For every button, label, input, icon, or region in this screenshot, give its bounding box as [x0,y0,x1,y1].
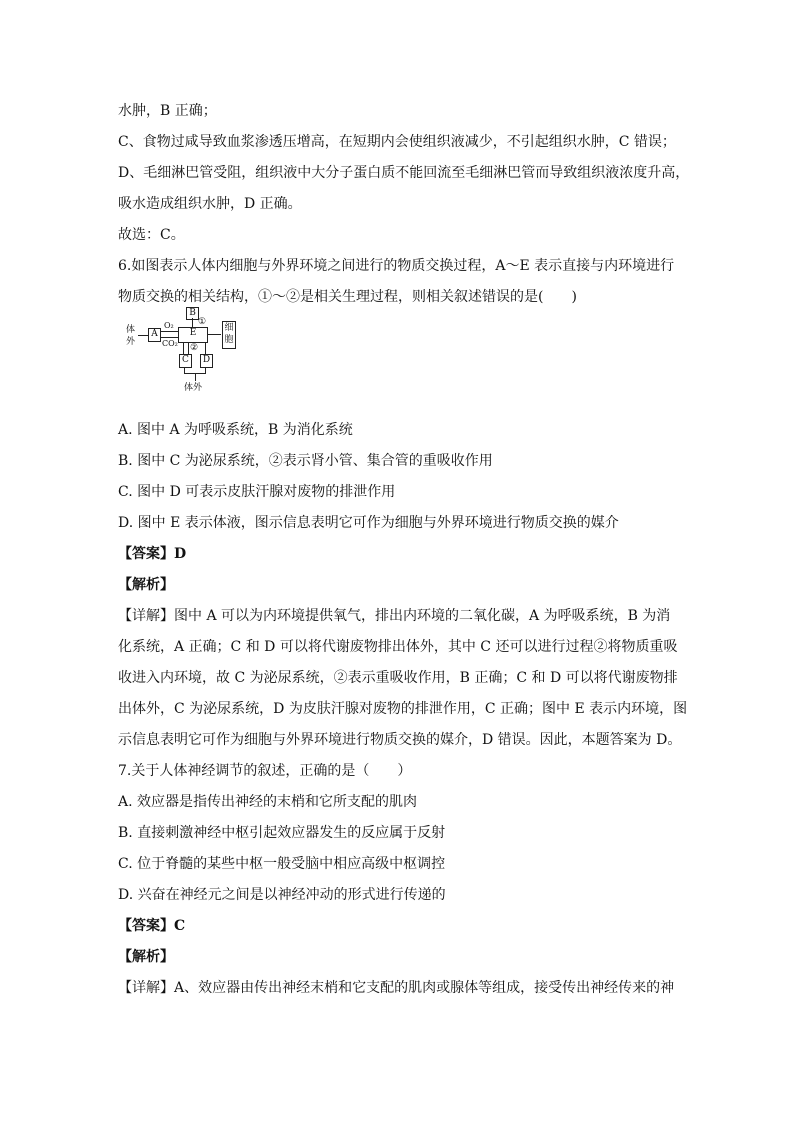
q6-analysis: 【详解】图中 A 可以为内环境提供氧气，排出内环境的二氧化碳，A 为呼吸系统，B 为消 [118,608,671,624]
diagram-label-process2: ② [190,343,199,353]
q6-analysis: 示信息表明它可作为细胞与外界环境进行物质交换的媒介，D 错误。因此，本题答案为 D。 [118,732,682,748]
q7-option-c: C. 位于脊髓的某些中枢一般受脑中相应高级中枢调控 [118,856,446,872]
q7-stem: 7.关于人体神经调节的叙述，正确的是（ ） [118,763,412,779]
q6-answer: 【答案】D [118,546,187,562]
document-page [118,96,690,1004]
diagram-label-process1: ① [198,317,207,327]
q6-analysis: 出体外，C 为泌尿系统，D 为皮肤汗腺对废物的排泄作用，C 正确；图中 E 表示内环境，图 [118,701,688,717]
text-line: 水肿，B 正确； [118,103,217,119]
text-line: C、食物过咸导致血浆渗透压增高，在短期内会使组织液减少，不引起组织水肿，C 错误； [118,134,676,150]
diagram-box-d: D [200,354,213,368]
diagram-label-co2: CO₂ [162,339,178,348]
q6-option-b: B. 图中 C 为泌尿系统，②表示肾小管、集合管的重吸收作用 [118,453,493,469]
diagram-box-a: A [148,328,161,342]
q7-option-d: D. 兴奋在神经元之间是以神经冲动的形式进行传递的 [118,887,446,903]
q7-option-a: A. 效应器是指传出神经的末梢和它所支配的肌肉 [118,794,418,810]
q6-option-c: C. 图中 D 可表示皮肤汗腺对废物的排泄作用 [118,484,396,500]
diagram-box-e: E [178,327,208,343]
arrow-line [160,337,178,338]
arrow-line [207,334,221,335]
arrow-line [183,342,184,354]
diagram-box-cell [222,321,236,349]
q7-analysis-title: 【解析】 [118,949,174,965]
q7-answer: 【答案】C [118,918,186,934]
q7-option-b: B. 直接刺激神经中枢引起效应器发生的反应属于反射 [118,825,446,841]
q7-analysis: 【详解】A、效应器由传出神经末梢和它支配的肌肉或腺体等组成，接受传出神经传来的神 [118,980,675,996]
diagram-label-o2: O₂ [164,321,174,330]
q6-option-a: A. 图中 A 为呼吸系统，B 为消化系统 [118,422,353,438]
text-line: 故选：C。 [118,227,185,243]
q6-analysis: 收进入内环境，故 C 为泌尿系统，②表示重吸收作用，B 正确；C 和 D 可以将代谢废物排 [118,670,678,686]
arrow-line [160,331,178,332]
diagram-box-c: C [179,354,192,368]
q6-stem: 6.如图表示人体内细胞与外界环境之间进行的物质交换过程，A～E 表示直接与内环境进行 [118,258,675,274]
diagram-label-outside: 体 [126,325,136,335]
text-line: D、毛细淋巴管受阻，组织液中大分子蛋白质不能回流至毛细淋巴管而导致组织液浓度升高， [118,165,690,181]
q6-option-d: D. 图中 E 表示体液，图示信息表明它可作为细胞与外界环境进行物质交换的媒介 [118,515,619,531]
text-line: 吸水造成组织水肿，D 正确。 [118,196,302,212]
diagram-label-outside: 外 [126,337,136,347]
q6-analysis: 化系统，A 正确；C 和 D 可以将代谢废物排出体外，其中 C 还可以进行过程②将物质重吸 [118,639,678,655]
diagram-box-b: B [186,307,199,320]
arrow-line [188,342,189,354]
arrow-line [138,335,148,336]
arrow-line [205,342,206,354]
arrow-line [192,318,193,327]
q6-analysis-title: 【解析】 [118,577,174,593]
diagram-label-cell: 胞 [224,335,234,345]
arrow-line [195,373,196,381]
diagram-label-cell: 细 [224,323,234,333]
diagram-label-outside-bottom: 体外 [184,383,203,393]
q6-stem: 物质交换的相关结构，①～②是相关生理过程，则相关叙述错误的是( ) [118,289,577,305]
exchange-diagram [126,308,266,407]
